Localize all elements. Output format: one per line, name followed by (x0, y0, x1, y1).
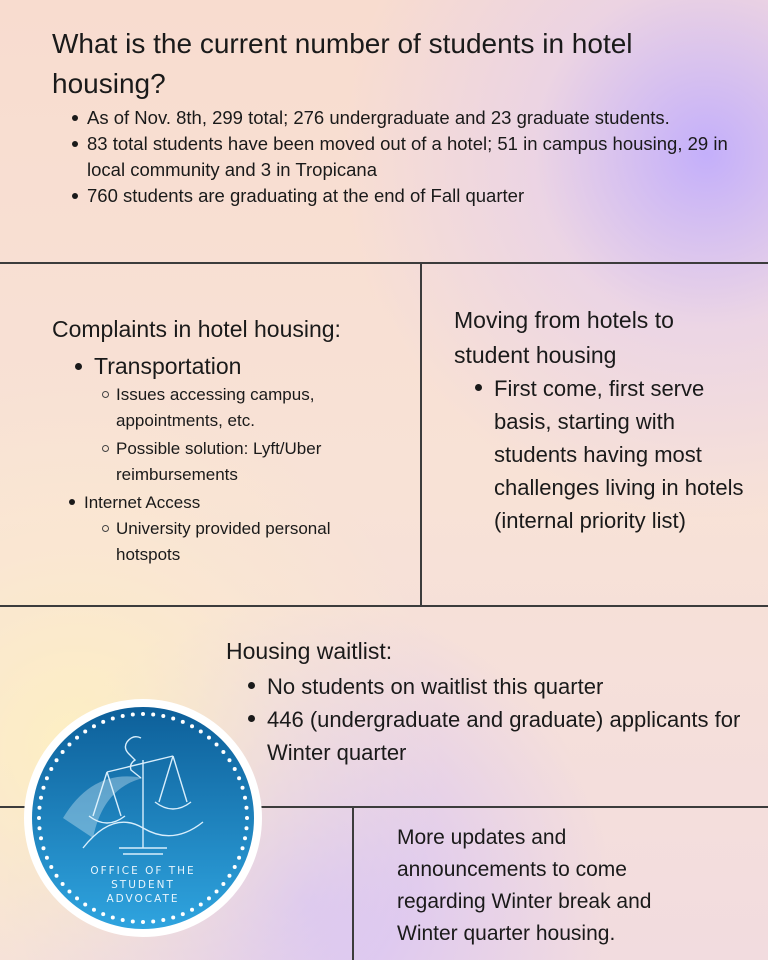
complaint-item (94, 350, 394, 382)
seal-dot (190, 724, 194, 728)
seal-dot (181, 912, 185, 916)
list-item: 760 students are graduating at the end of Fall quarter (87, 183, 737, 209)
seal-dot (227, 874, 231, 878)
divider-middle (0, 605, 768, 607)
complaint-subitems (94, 516, 394, 568)
seal-dot (241, 786, 245, 790)
complaint-label: Internet Access (84, 493, 201, 512)
divider-bottom-vertical (352, 806, 354, 960)
list-item: University provided personal hotspots (116, 516, 394, 568)
complaints-list (84, 350, 394, 570)
seal-dot (243, 796, 247, 800)
divider-middle-vertical (420, 262, 422, 606)
complaint-label: Transportation (94, 353, 242, 379)
seal-dot (83, 902, 87, 906)
seal-dot (245, 806, 249, 810)
seal-dot (39, 836, 43, 840)
seal-dot (75, 896, 79, 900)
seal-dot (111, 716, 115, 720)
seal-dot (151, 920, 155, 924)
seal-dot (101, 720, 105, 724)
seal-dot (161, 714, 165, 718)
seal-dot (67, 742, 71, 746)
seal-dot (61, 750, 65, 754)
list-item: Possible solution: Lyft/Uber reimbursements (116, 436, 394, 488)
seal-dot (190, 908, 194, 912)
seal-dot (199, 730, 203, 734)
seal-dot (67, 890, 71, 894)
seal-text-line: OFFICE OF THE (90, 865, 196, 877)
seal-dot (38, 806, 42, 810)
updates-text: More updates and announcements to come regarding Winter break and Winter quarter housing. (397, 826, 652, 945)
seal-text-line: STUDENT (111, 879, 175, 891)
list-item: 83 total students have been moved out of a hotel; 51 in campus housing, 29 in local community and 3 in Tropicana (87, 131, 737, 183)
list-item: No students on waitlist this quarter (267, 670, 747, 703)
hotel-numbers-list (87, 105, 737, 209)
seal-dot (199, 902, 203, 906)
seal-text-line: ADVOCATE (106, 893, 180, 905)
complaints-title: Complaints in hotel housing: (52, 316, 341, 342)
moving-title: Moving from hotels to student housing (454, 307, 674, 368)
waitlist-list (267, 670, 747, 769)
seal-dot (215, 890, 219, 894)
seal-dot (181, 720, 185, 724)
office-seal-logo (23, 698, 263, 938)
complaint-item (84, 490, 394, 516)
seal-dot (61, 882, 65, 886)
seal-dot (92, 908, 96, 912)
seal-dot (45, 856, 49, 860)
seal-dot (92, 724, 96, 728)
seal-dot (37, 816, 41, 820)
seal-dot (101, 912, 105, 916)
seal-dot (141, 712, 145, 716)
seal-dot (131, 920, 135, 924)
seal-dot (243, 836, 247, 840)
seal-dot (237, 856, 241, 860)
seal-dot (49, 865, 53, 869)
seal-dot (121, 918, 125, 922)
waitlist-title: Housing waitlist: (226, 638, 393, 664)
seal-dot (221, 882, 225, 886)
complaint-subitems (94, 382, 394, 488)
seal-dot (237, 776, 241, 780)
seal-dot (221, 750, 225, 754)
seal-dot (207, 736, 211, 740)
seal-dot (151, 713, 155, 717)
seal-dot (171, 716, 175, 720)
moving-list (494, 372, 756, 537)
seal-dot (55, 758, 59, 762)
list-item: First come, first serve basis, starting with students having most challenges living in hotels (internal priority list) (494, 372, 756, 537)
seal-dot (241, 846, 245, 850)
seal-dot (233, 767, 237, 771)
seal-dot (215, 742, 219, 746)
seal-dot (233, 865, 237, 869)
seal-dot (171, 916, 175, 920)
seal-dot (41, 786, 45, 790)
seal-dot (227, 758, 231, 762)
seal-dot (161, 918, 165, 922)
seal-dot (245, 816, 249, 820)
seal-dot (38, 826, 42, 830)
seal-dot (49, 767, 53, 771)
seal-dot (83, 730, 87, 734)
list-item: 446 (undergraduate and graduate) applicants for Winter quarter (267, 703, 747, 769)
seal-dot (111, 916, 115, 920)
seal-dot (45, 776, 49, 780)
seal-dot (207, 896, 211, 900)
seal-dot (121, 714, 125, 718)
seal-dot (41, 846, 45, 850)
seal-dot (55, 874, 59, 878)
hotel-numbers-title: What is the current number of students in hotel housing? (52, 28, 633, 99)
seal-dot (75, 736, 79, 740)
list-item: Issues accessing campus, appointments, etc. (116, 382, 394, 434)
seal-dot (141, 920, 145, 924)
seal-dot (245, 826, 249, 830)
seal-dot (39, 796, 43, 800)
divider-top (0, 262, 768, 264)
list-item: As of Nov. 8th, 299 total; 276 undergraduate and 23 graduate students. (87, 105, 737, 131)
seal-dot (131, 713, 135, 717)
